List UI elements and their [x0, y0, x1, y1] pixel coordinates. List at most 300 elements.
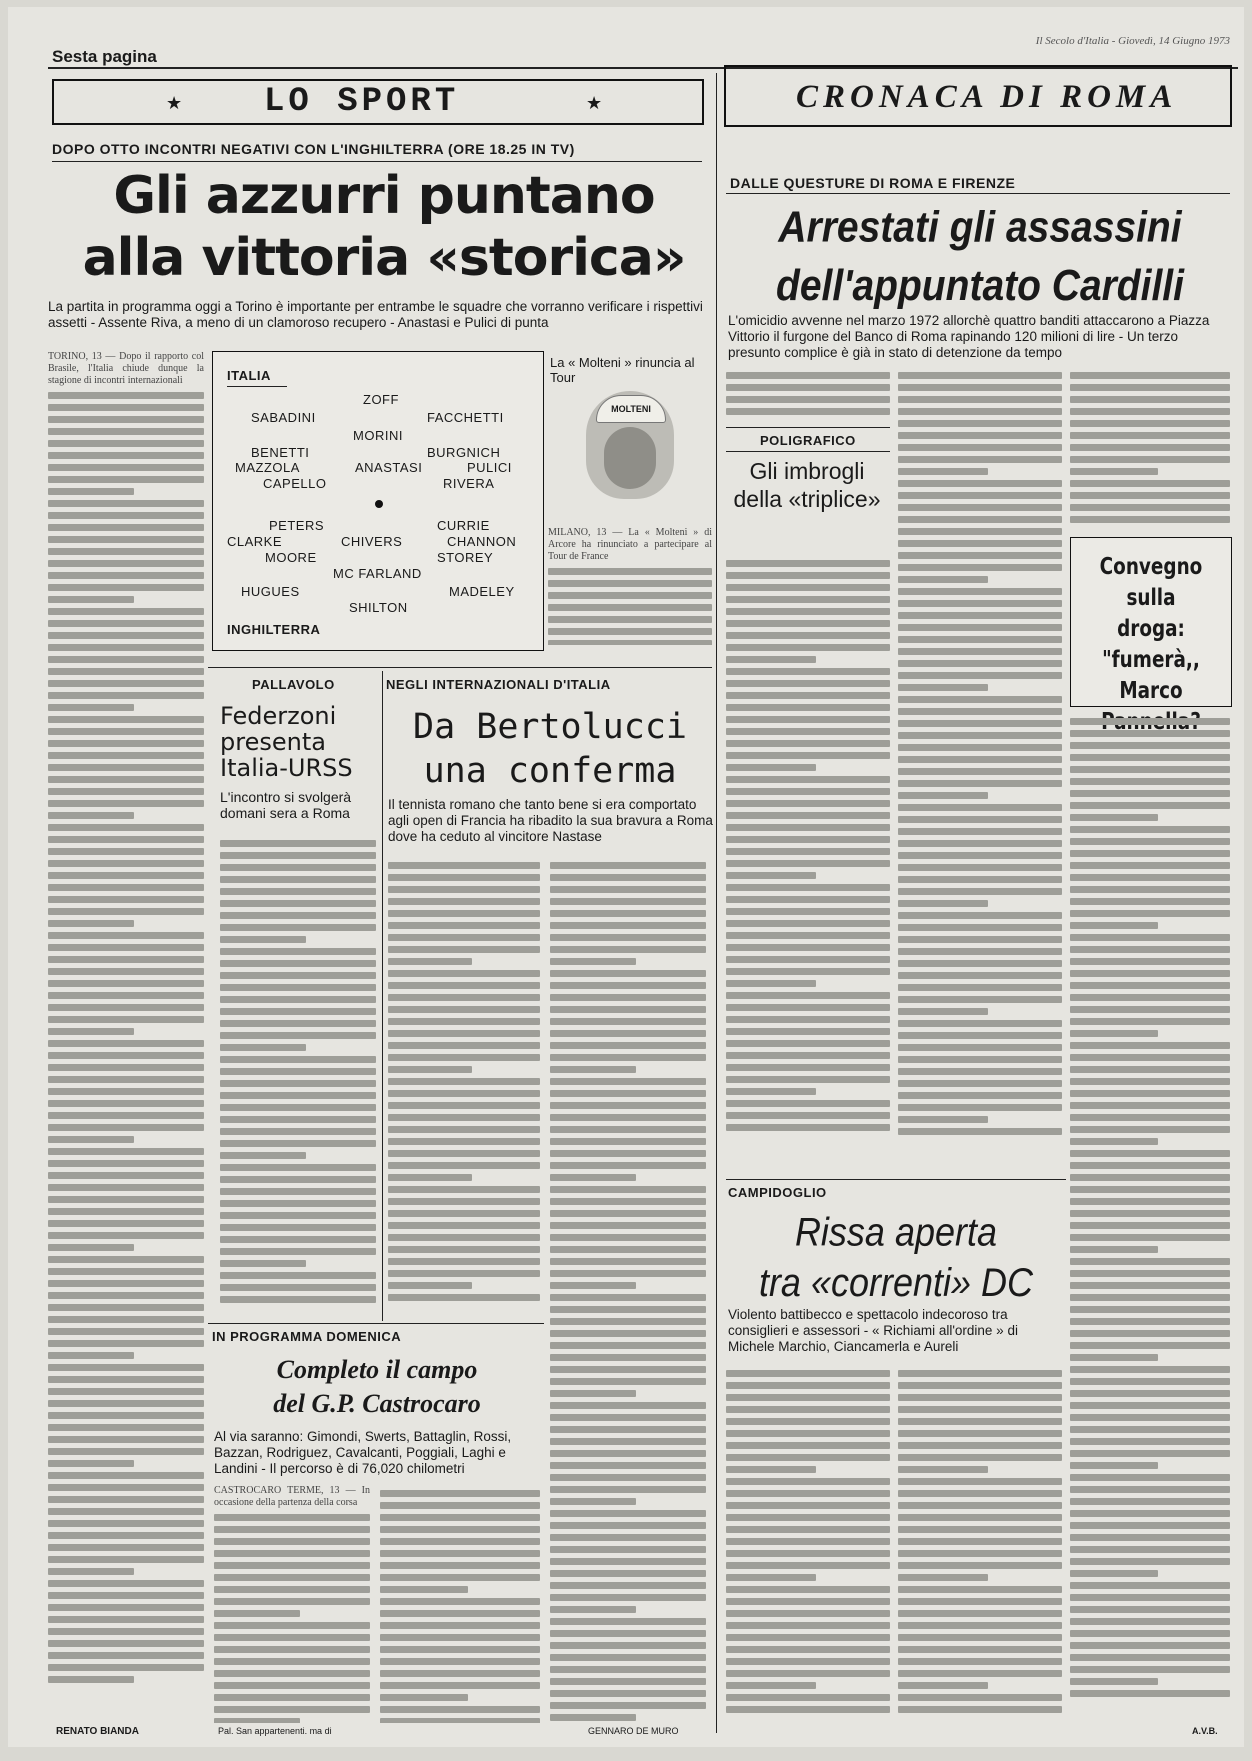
illegible-text-line	[48, 1556, 204, 1563]
illegible-text-line	[898, 996, 1062, 1003]
illegible-text-line	[898, 564, 1062, 571]
illegible-text-line	[48, 908, 204, 915]
illegible-text-line	[898, 1080, 1062, 1087]
illegible-text-line	[550, 934, 706, 941]
illegible-text-line	[220, 1260, 306, 1267]
illegible-text-line	[726, 1622, 890, 1629]
illegible-text-line	[48, 1004, 204, 1011]
illegible-text-line	[220, 1080, 376, 1087]
illegible-text-line	[550, 1054, 706, 1061]
illegible-text-line	[726, 1490, 890, 1497]
illegible-text-line	[726, 1478, 890, 1485]
illegible-text-line	[48, 392, 204, 399]
illegible-text-line	[48, 1064, 204, 1071]
player-name: PETERS	[269, 518, 325, 533]
illegible-text-line	[726, 764, 816, 771]
illegible-text-line	[898, 540, 1062, 547]
divider	[227, 386, 287, 387]
volley-deck: L'incontro si svolgerà domani sera a Roma	[220, 789, 352, 821]
illegible-text-line	[726, 1442, 890, 1449]
tennis-byline: GENNARO DE MURO	[588, 1726, 679, 1736]
player-name: ZOFF	[363, 392, 399, 407]
illegible-text-line	[48, 512, 204, 519]
player-name: CHIVERS	[341, 534, 403, 549]
illegible-text-line	[214, 1514, 370, 1521]
illegible-text-line	[550, 1510, 706, 1517]
illegible-text-line	[1070, 826, 1230, 833]
illegible-text-line	[1070, 970, 1230, 977]
illegible-text-line	[1070, 1054, 1230, 1061]
divider	[716, 73, 717, 1733]
illegible-text-line	[1070, 790, 1230, 797]
illegible-text-line	[898, 1092, 1062, 1099]
illegible-text-line	[48, 704, 134, 711]
illegible-text-line	[380, 1670, 540, 1677]
illegible-text-line	[898, 756, 1062, 763]
illegible-text-line	[726, 824, 890, 831]
illegible-text-line	[550, 1186, 706, 1193]
illegible-text-line	[726, 752, 890, 759]
illegible-text-line	[726, 632, 890, 639]
illegible-text-line	[48, 536, 204, 543]
dateline: TORINO, 13 — Dopo il rapporto col Brasile, l'Italia chiude dunque la stagione di incontri internazionali	[48, 351, 204, 386]
illegible-text-line	[48, 1640, 204, 1647]
illegible-text-line	[898, 636, 1062, 643]
illegible-text-line	[220, 1272, 376, 1279]
illegible-text-line	[550, 1126, 706, 1133]
illegible-text-line	[898, 372, 1062, 379]
illegible-text-line	[1070, 1078, 1230, 1085]
illegible-text-line	[550, 1150, 706, 1157]
illegible-text-line	[898, 912, 1062, 919]
illegible-text-line	[388, 1102, 540, 1109]
illegible-text-line	[48, 872, 204, 879]
illegible-text-line	[214, 1706, 370, 1713]
cronaca-headline	[730, 199, 1230, 315]
illegible-text-line	[214, 1670, 370, 1677]
illegible-text-line	[898, 888, 1062, 895]
illegible-text-line	[898, 948, 1062, 955]
illegible-text-line	[898, 408, 1062, 415]
illegible-text-line	[726, 1004, 890, 1011]
illegible-text-line	[220, 1176, 376, 1183]
illegible-text-line	[380, 1706, 540, 1713]
illegible-text-line	[48, 1628, 204, 1635]
player-name: MC FARLAND	[333, 566, 422, 581]
player-name: PULICI	[467, 460, 512, 475]
illegible-text-line	[726, 1052, 890, 1059]
illegible-text-line	[48, 620, 204, 627]
headline-line: del G.P. Castrocaro	[273, 1389, 481, 1418]
illegible-text-line	[898, 1032, 1062, 1039]
illegible-text-line	[388, 1066, 472, 1073]
illegible-text-line	[1070, 730, 1230, 737]
illegible-text-line	[388, 946, 540, 953]
illegible-text-line	[898, 1526, 1062, 1533]
illegible-text-line	[48, 896, 204, 903]
illegible-text-line	[48, 1340, 204, 1347]
molteni-body	[548, 527, 712, 645]
illegible-text-line	[1070, 396, 1230, 403]
illegible-text-line	[48, 1604, 204, 1611]
illegible-text-line	[380, 1598, 540, 1605]
illegible-text-line	[48, 1448, 204, 1455]
illegible-text-line	[550, 1102, 706, 1109]
cronaca-deck: L'omicidio avvenne nel marzo 1972 allorchè quattro banditi attaccarono a Piazza Vittorio il furgone del Banco di Roma rapinando 120 milioni di lire - Un terzo presunto complice è già in stato di detenzione da tempo	[728, 313, 1210, 360]
illegible-text-line	[726, 848, 890, 855]
illegible-text-line	[1070, 1246, 1158, 1253]
illegible-text-line	[726, 644, 890, 651]
illegible-text-line	[48, 656, 204, 663]
illegible-text-line	[48, 668, 204, 675]
illegible-text-line	[550, 1174, 636, 1181]
illegible-text-line	[898, 528, 1062, 535]
illegible-text-line	[380, 1502, 540, 1509]
illegible-text-line	[726, 884, 890, 891]
illegible-text-line	[726, 1076, 890, 1083]
illegible-text-line	[1070, 982, 1230, 989]
illegible-text-line	[1070, 1138, 1158, 1145]
illegible-text-line	[550, 1162, 706, 1169]
illegible-text-line	[220, 1200, 376, 1207]
illegible-text-line	[388, 1078, 540, 1085]
volley-body	[220, 835, 376, 1325]
illegible-text-line	[220, 924, 376, 931]
illegible-text-line	[388, 922, 540, 929]
illegible-text-line	[550, 1306, 706, 1313]
headline-line: una conferma	[423, 751, 677, 791]
illegible-text-line	[48, 1076, 204, 1083]
illegible-text-line	[380, 1526, 540, 1533]
illegible-text-line	[48, 1052, 204, 1059]
illegible-text-line	[1070, 1510, 1230, 1517]
illegible-text-line	[1070, 504, 1230, 511]
illegible-text-line	[726, 656, 816, 663]
illegible-text-line	[898, 456, 1062, 463]
dateline: MILANO, 13 — La « Molteni » di Arcore ha rinunciato a partecipare al Tour de France	[548, 527, 712, 562]
illegible-text-line	[550, 1330, 706, 1337]
dateline: CASTROCARO TERME, 13 — In occasione della partenza della corsa	[214, 1485, 370, 1508]
illegible-text-line	[898, 1682, 988, 1689]
illegible-text-line	[550, 1558, 706, 1565]
illegible-text-line	[48, 644, 204, 651]
illegible-text-line	[388, 1186, 540, 1193]
illegible-text-line	[48, 1580, 204, 1587]
illegible-text-line	[220, 1104, 376, 1111]
illegible-text-line	[1070, 1390, 1230, 1397]
cronaca-kicker: DALLE QUESTURE DI ROMA E FIRENZE	[730, 175, 1016, 191]
illegible-text-line	[214, 1694, 370, 1701]
illegible-text-line	[1070, 432, 1230, 439]
illegible-text-line	[726, 704, 890, 711]
illegible-text-line	[380, 1718, 540, 1723]
illegible-text-line	[1070, 456, 1230, 463]
illegible-text-line	[726, 1646, 890, 1653]
illegible-text-line	[1070, 718, 1230, 725]
cycling-deck: Al via saranno: Gimondi, Swerts, Battaglin, Rossi, Bazzan, Rodriguez, Cavalcanti, Poggiali, Laghi e Landini - Il percorso è di 76,020 chilometri	[214, 1429, 512, 1476]
illegible-text-line	[48, 680, 204, 687]
illegible-text-line	[726, 1634, 890, 1641]
illegible-text-line	[48, 1136, 134, 1143]
illegible-text-line	[214, 1610, 300, 1617]
player-name: CURRIE	[437, 518, 490, 533]
illegible-text-line	[1070, 372, 1230, 379]
volley-kicker: PALLAVOLO	[252, 677, 335, 692]
illegible-text-line	[726, 860, 890, 867]
cronaca-body-intro	[726, 367, 890, 423]
cycling-body-col2	[380, 1485, 540, 1723]
illegible-text-line	[726, 572, 890, 579]
illegible-text-line	[48, 1664, 204, 1671]
illegible-text-line	[726, 1028, 890, 1035]
illegible-text-line	[48, 812, 134, 819]
illegible-text-line	[388, 874, 540, 881]
illegible-text-line	[48, 584, 204, 591]
illegible-text-line	[550, 1018, 706, 1025]
illegible-text-line	[1070, 1570, 1158, 1577]
illegible-text-line	[48, 1400, 204, 1407]
illegible-text-line	[48, 788, 204, 795]
illegible-text-line	[388, 898, 540, 905]
illegible-text-line	[898, 1128, 1062, 1135]
illegible-text-line	[726, 1598, 890, 1605]
illegible-text-line	[48, 1088, 204, 1095]
illegible-text-line	[48, 1268, 204, 1275]
illegible-text-line	[1070, 766, 1230, 773]
illegible-text-line	[726, 596, 890, 603]
illegible-text-line	[898, 1562, 1062, 1569]
illegible-text-line	[898, 1466, 988, 1473]
illegible-text-line	[550, 1642, 706, 1649]
illegible-text-line	[48, 764, 204, 771]
illegible-text-line	[898, 780, 1062, 787]
illegible-text-line	[388, 886, 540, 893]
illegible-text-line	[1070, 1654, 1230, 1661]
illegible-text-line	[898, 900, 988, 907]
illegible-text-line	[898, 1020, 1062, 1027]
illegible-text-line	[214, 1574, 370, 1581]
illegible-text-line	[550, 1198, 706, 1205]
illegible-text-line	[48, 716, 204, 723]
illegible-text-line	[48, 728, 204, 735]
illegible-text-line	[388, 1294, 540, 1301]
player-name: HUGUES	[241, 584, 300, 599]
illegible-text-line	[220, 1032, 376, 1039]
illegible-text-line	[726, 872, 816, 879]
headline-line: Completo il campo	[276, 1355, 478, 1384]
illegible-text-line	[380, 1622, 540, 1629]
illegible-text-line	[1070, 1090, 1230, 1097]
poligrafico-body	[726, 555, 890, 1141]
illegible-text-line	[48, 1208, 204, 1215]
cyclist-photo	[586, 391, 674, 499]
illegible-text-line	[726, 668, 890, 675]
illegible-text-line	[726, 1088, 816, 1095]
illegible-text-line	[220, 1164, 376, 1171]
illegible-text-line	[550, 1270, 706, 1277]
headline-line: alla vittoria «storica»	[82, 228, 686, 288]
illegible-text-line	[220, 840, 376, 847]
illegible-text-line	[550, 1318, 706, 1325]
illegible-text-line	[220, 1212, 376, 1219]
tennis-body-col2	[550, 857, 706, 1723]
illegible-text-line	[1070, 1594, 1230, 1601]
illegible-text-line	[898, 1068, 1062, 1075]
illegible-text-line	[726, 1370, 890, 1377]
illegible-text-line	[1070, 1006, 1230, 1013]
illegible-text-line	[550, 1354, 706, 1361]
illegible-text-line	[1070, 958, 1230, 965]
player-name: BURGNICH	[427, 445, 501, 460]
campidoglio-headline	[728, 1207, 1064, 1308]
illegible-text-line	[48, 404, 204, 411]
player-name: BENETTI	[251, 445, 310, 460]
illegible-text-line	[726, 680, 890, 687]
illegible-text-line	[550, 1222, 706, 1229]
campidoglio-signature: A.V.B.	[1192, 1726, 1218, 1736]
illegible-text-line	[726, 1670, 890, 1677]
illegible-text-line	[550, 1210, 706, 1217]
illegible-text-line	[388, 1246, 540, 1253]
illegible-text-line	[388, 1270, 540, 1277]
illegible-text-line	[1070, 814, 1158, 821]
illegible-text-line	[898, 1670, 1062, 1677]
divider	[726, 427, 890, 428]
illegible-text-line	[550, 1714, 636, 1721]
illegible-text-line	[1070, 1294, 1230, 1301]
illegible-text-line	[898, 1694, 1062, 1701]
illegible-text-line	[726, 384, 890, 391]
illegible-text-line	[726, 396, 890, 403]
illegible-text-line	[1070, 922, 1158, 929]
illegible-text-line	[388, 1282, 472, 1289]
illegible-text-line	[550, 1414, 706, 1421]
illegible-text-line	[550, 1702, 706, 1709]
illegible-text-line	[220, 1092, 376, 1099]
illegible-text-line	[380, 1634, 540, 1641]
illegible-text-line	[1070, 1222, 1230, 1229]
illegible-text-line	[214, 1538, 370, 1545]
illegible-text-line	[898, 576, 988, 583]
illegible-text-line	[48, 416, 204, 423]
illegible-text-line	[550, 898, 706, 905]
tennis-deck: Il tennista romano che tanto bene si era comportato agli open di Francia ha ribadito la sua bravura a Roma dove ha ceduto al vincitore Nastase	[388, 797, 713, 844]
illegible-text-line	[214, 1622, 370, 1629]
illegible-text-line	[898, 1658, 1062, 1665]
headline-line: Da Bertolucci	[413, 707, 687, 747]
illegible-text-line	[388, 1210, 540, 1217]
illegible-text-line	[726, 1124, 890, 1131]
illegible-text-line	[898, 1610, 1062, 1617]
illegible-text-line	[1070, 1438, 1230, 1445]
campidoglio-body-col1	[726, 1365, 890, 1723]
illegible-text-line	[898, 492, 1062, 499]
illegible-text-line	[550, 1078, 706, 1085]
illegible-text-line	[1070, 1162, 1230, 1169]
illegible-text-line	[48, 776, 204, 783]
illegible-text-line	[726, 800, 890, 807]
player-name: CHANNON	[447, 534, 517, 549]
illegible-text-line	[726, 920, 890, 927]
illegible-text-line	[548, 628, 712, 635]
illegible-text-line	[48, 1172, 204, 1179]
illegible-text-line	[1070, 754, 1230, 761]
illegible-text-line	[1070, 850, 1230, 857]
illegible-text-line	[48, 740, 204, 747]
divider	[726, 193, 1230, 194]
illegible-text-line	[220, 1044, 306, 1051]
illegible-text-line	[1070, 468, 1158, 475]
illegible-text-line	[898, 384, 1062, 391]
illegible-text-line	[550, 1426, 706, 1433]
illegible-text-line	[898, 1454, 1062, 1461]
illegible-text-line	[550, 1474, 706, 1481]
illegible-text-line	[550, 1114, 706, 1121]
illegible-text-line	[214, 1682, 370, 1689]
illegible-text-line	[898, 1406, 1062, 1413]
illegible-text-line	[550, 1618, 706, 1625]
illegible-text-line	[550, 1666, 706, 1673]
illegible-text-line	[380, 1682, 540, 1689]
illegible-text-line	[726, 1694, 890, 1701]
illegible-text-line	[898, 588, 1062, 595]
illegible-text-line	[48, 1676, 134, 1683]
illegible-text-line	[1070, 1030, 1158, 1037]
illegible-text-line	[1070, 886, 1230, 893]
illegible-text-line	[48, 1352, 134, 1359]
illegible-text-line	[1070, 1618, 1230, 1625]
illegible-text-line	[550, 886, 706, 893]
illegible-text-line	[726, 1406, 890, 1413]
sport-headline	[64, 165, 704, 289]
illegible-text-line	[1070, 862, 1230, 869]
illegible-text-line	[380, 1574, 540, 1581]
illegible-text-line	[1070, 1414, 1230, 1421]
illegible-text-line	[48, 572, 204, 579]
illegible-text-line	[726, 1418, 890, 1425]
sport-kicker: DOPO OTTO INCONTRI NEGATIVI CON L'INGHILTERRA (ORE 18.25 IN TV)	[52, 141, 575, 157]
illegible-text-line	[220, 888, 376, 895]
illegible-text-line	[388, 958, 472, 965]
cronaca-banner	[724, 65, 1232, 127]
illegible-text-line	[48, 1196, 204, 1203]
illegible-text-line	[550, 1030, 706, 1037]
illegible-text-line	[1070, 778, 1230, 785]
illegible-text-line	[898, 432, 1062, 439]
illegible-text-line	[48, 932, 204, 939]
illegible-text-line	[898, 1418, 1062, 1425]
illegible-text-line	[214, 1718, 300, 1723]
illegible-text-line	[550, 1498, 636, 1505]
illegible-text-line	[388, 994, 540, 1001]
illegible-text-line	[550, 958, 636, 965]
illegible-text-line	[1070, 1462, 1158, 1469]
illegible-text-line	[898, 792, 988, 799]
illegible-text-line	[898, 816, 1062, 823]
illegible-text-line	[220, 1140, 376, 1147]
illegible-text-line	[214, 1646, 370, 1653]
illegible-text-line	[48, 1544, 204, 1551]
illegible-text-line	[48, 1616, 204, 1623]
illegible-text-line	[48, 1124, 204, 1131]
illegible-text-line	[550, 1570, 706, 1577]
illegible-text-line	[380, 1538, 540, 1545]
sport-body-column	[48, 351, 204, 1726]
illegible-text-line	[220, 1248, 376, 1255]
illegible-text-line	[1070, 492, 1230, 499]
illegible-text-line	[48, 1496, 204, 1503]
illegible-text-line	[220, 912, 376, 919]
